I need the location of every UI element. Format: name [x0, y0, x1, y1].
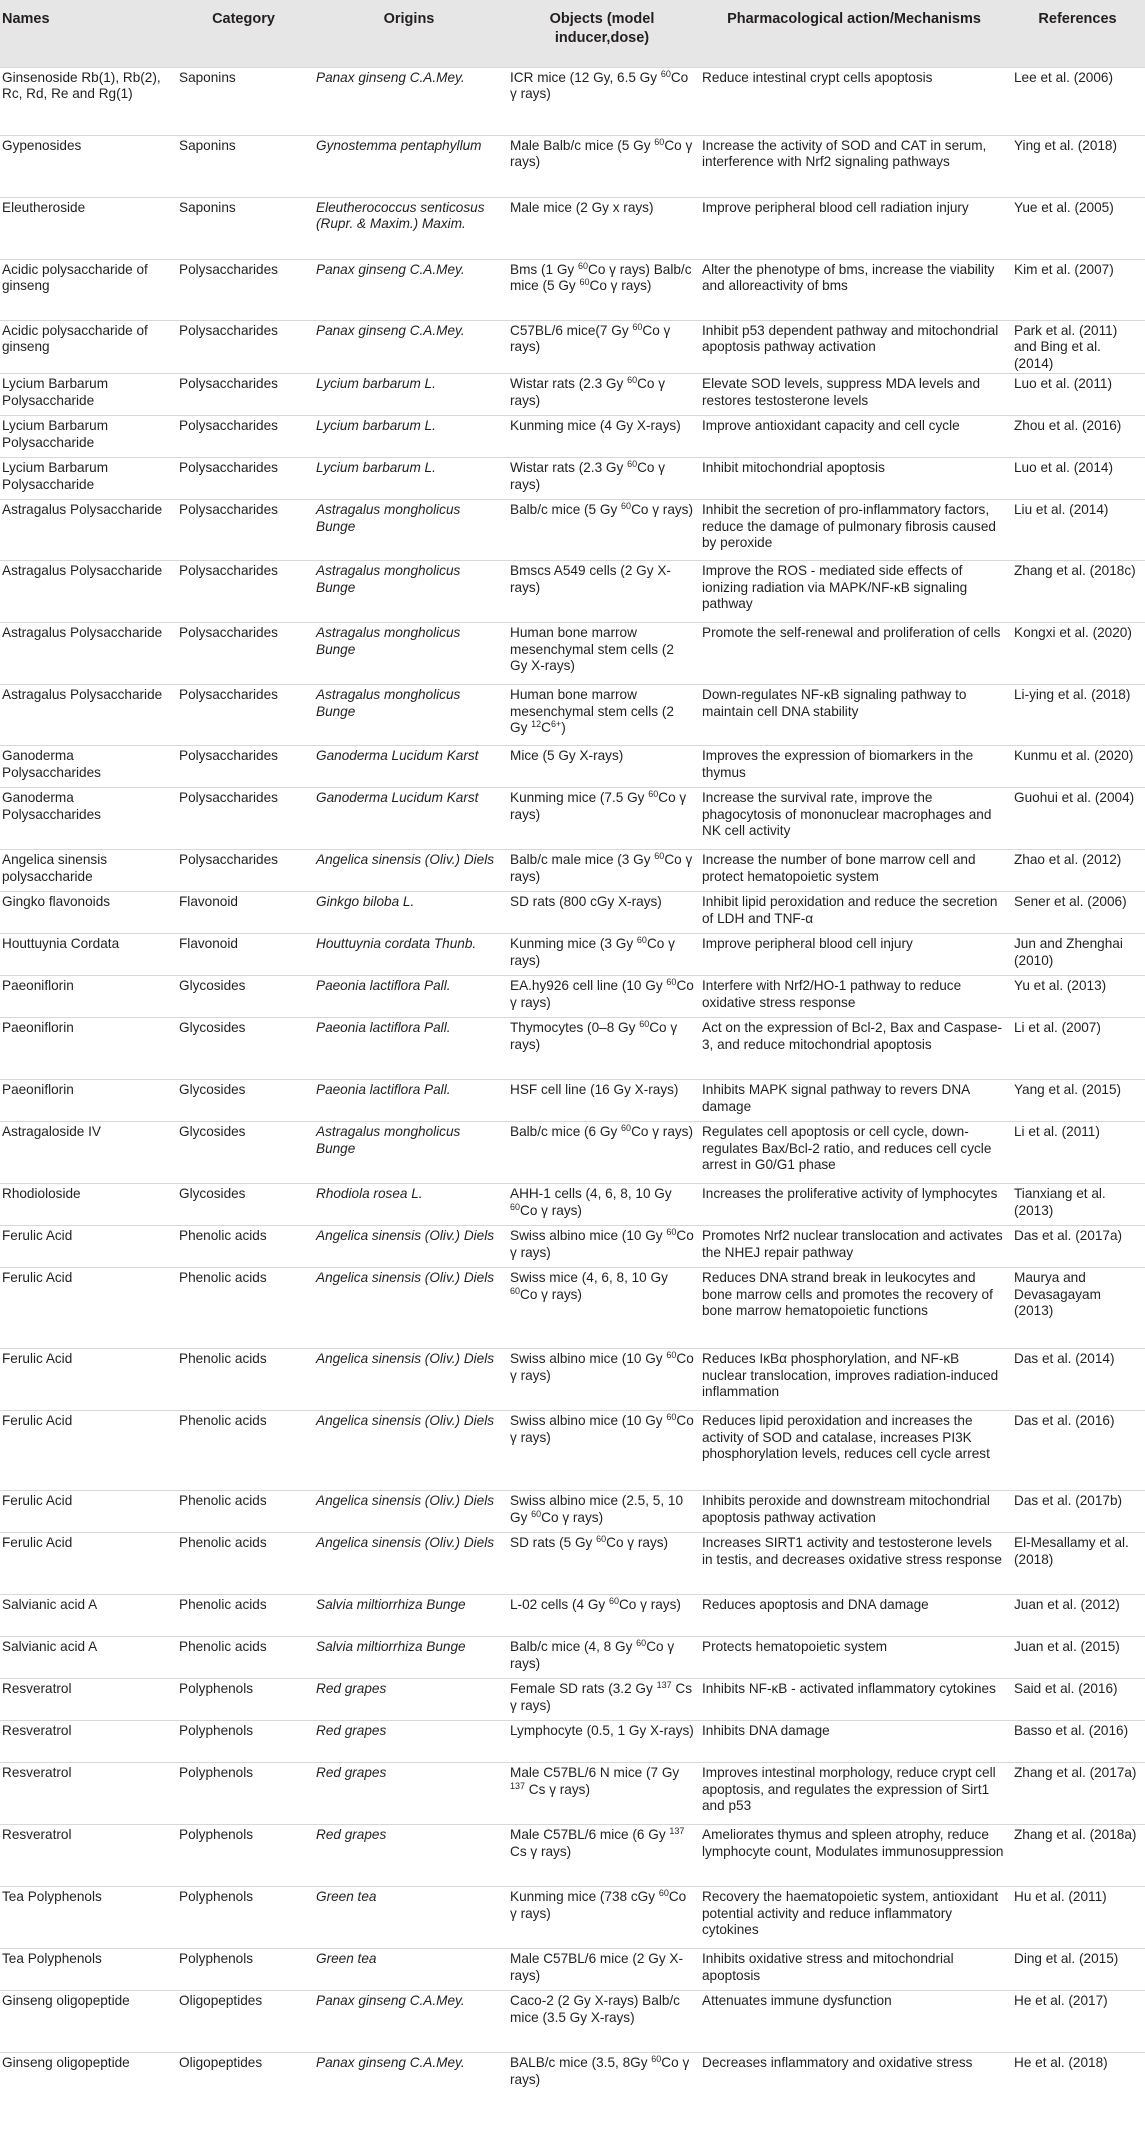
cell-name: Angelica sinensis polysaccharide — [2, 851, 108, 884]
cell-reference: Zhou et al. (2016) — [1014, 417, 1122, 433]
cell-object: Male Balb/c mice (5 Gy $^{60}$Co γ rays) — [510, 136, 693, 170]
cell-object: Caco-2 (2 Gy X-rays) Balb/c mice (3.5 Gy X-rays) — [510, 1992, 680, 2025]
cell-object: C57BL/6 mice(7 Gy $^{60}$Co γ rays) — [510, 321, 671, 355]
table-row — [0, 1183, 1145, 1225]
cell-reference: El-Mesallamy et al. (2018) — [1014, 1534, 1129, 1567]
cell-mechanism: Increase the survival rate, improve the phagocytosis of mononuclear macrophages and NK cell activity — [702, 789, 992, 839]
cell-category: Phenolic acids — [179, 1534, 267, 1550]
cell-reference: Said et al. (2016) — [1014, 1680, 1118, 1696]
cell-category: Phenolic acids — [179, 1269, 267, 1285]
cell-category: Oligopeptides — [179, 2054, 263, 2070]
cell-mechanism: Ameliorates thymus and spleen atrophy, reduce lymphocyte count, Modulates immunosuppression — [702, 1826, 1004, 1859]
table-row — [0, 320, 1145, 373]
cell-category: Glycosides — [179, 977, 246, 993]
cell-name: Ginseng oligopeptide — [2, 2054, 130, 2070]
cell-origin: Red grapes — [316, 1722, 387, 1738]
cell-reference: Zhang et al. (2018c) — [1014, 562, 1136, 578]
cell-reference: Li-ying et al. (2018) — [1014, 686, 1131, 702]
cell-object: Bmscs A549 cells (2 Gy X-rays) — [510, 562, 671, 595]
cell-name: Salvianic acid A — [2, 1638, 98, 1654]
cell-mechanism: Improve peripheral blood cell radiation injury — [702, 199, 969, 215]
cell-category: Polysaccharides — [179, 322, 278, 338]
cell-name: Ferulic Acid — [2, 1534, 73, 1550]
cell-category: Oligopeptides — [179, 1992, 263, 2008]
cell-name: Ferulic Acid — [2, 1492, 73, 1508]
table-row — [0, 1225, 1145, 1267]
cell-origin: Astragalus mongholicus Bunge — [316, 501, 461, 534]
cell-origin: Ginkgo biloba L. — [316, 893, 415, 909]
cell-mechanism: Inhibits peroxide and downstream mitochondrial apoptosis pathway activation — [702, 1492, 990, 1525]
cell-reference: Juan et al. (2015) — [1014, 1638, 1120, 1654]
cell-name: Gypenosides — [2, 137, 82, 153]
cell-category: Polysaccharides — [179, 261, 278, 277]
cell-mechanism: Inhibit mitochondrial apoptosis — [702, 459, 885, 475]
cell-name: Ferulic Acid — [2, 1350, 73, 1366]
cell-category: Flavonoid — [179, 893, 238, 909]
cell-name: Resveratrol — [2, 1722, 72, 1738]
table-row — [0, 1348, 1145, 1410]
header-mechanisms: Pharmacological action/Mechanisms — [727, 11, 981, 27]
cell-reference: Hu et al. (2011) — [1014, 1888, 1107, 1904]
cell-object: EA.hy926 cell line (10 Gy $^{60}$Co γ rays) — [510, 976, 694, 1010]
cell-name: Ferulic Acid — [2, 1227, 73, 1243]
cell-object: Human bone marrow mesenchymal stem cells (2 Gy X-rays) — [510, 624, 674, 674]
cell-mechanism: Reduces apoptosis and DNA damage — [702, 1596, 929, 1612]
cell-origin: Salvia miltiorrhiza Bunge — [316, 1596, 466, 1612]
cell-name: Salvianic acid A — [2, 1596, 98, 1612]
cell-name: Paeoniflorin — [2, 1081, 74, 1097]
table-row — [0, 1267, 1145, 1348]
cell-object: Swiss albino mice (10 Gy $^{60}$Co γ rays) — [510, 1226, 694, 1260]
cell-reference: Zhao et al. (2012) — [1014, 851, 1122, 867]
cell-mechanism: Increase the number of bone marrow cell and protect hematopoietic system — [702, 851, 976, 884]
cell-category: Polysaccharides — [179, 375, 278, 391]
cell-mechanism: Interfere with Nrf2/HO-1 pathway to reduce oxidative stress response — [702, 977, 962, 1010]
cell-mechanism: Promotes Nrf2 nuclear translocation and activates the NHEJ repair pathway — [702, 1227, 1003, 1260]
cell-name: Astragalus Polysaccharide — [2, 562, 163, 578]
table-row — [0, 975, 1145, 1017]
cell-mechanism: Elevate SOD levels, suppress MDA levels and restores testosterone levels — [702, 375, 981, 408]
cell-origin: Panax ginseng C.A.Mey. — [316, 1992, 465, 2008]
cell-object: Human bone marrow mesenchymal stem cells (2 Gy $^{12}C^{6+}$) — [510, 686, 674, 736]
cell-reference: Ding et al. (2015) — [1014, 1950, 1119, 1966]
cell-mechanism: Inhibits MAPK signal pathway to revers DNA damage — [702, 1081, 970, 1114]
cell-category: Polysaccharides — [179, 562, 278, 578]
table-header — [0, 0, 1145, 67]
table-row — [0, 1532, 1145, 1594]
cell-reference: Kongxi et al. (2020) — [1014, 624, 1132, 640]
cell-object: Male mice (2 Gy x rays) — [510, 199, 654, 215]
cell-object: ICR mice (12 Gy, 6.5 Gy $^{60}$Co γ rays) — [510, 68, 689, 102]
cell-origin: Red grapes — [316, 1680, 387, 1696]
cell-object: Mice (5 Gy X-rays) — [510, 747, 624, 763]
table-row — [0, 1720, 1145, 1762]
cell-name: Acidic polysaccharide of ginseng — [2, 322, 148, 355]
header-objects: Objects (model inducer,dose) — [549, 11, 655, 46]
cell-origin: Ganoderma Lucidum Karst — [316, 789, 479, 805]
cell-reference: Liu et al. (2014) — [1014, 501, 1109, 517]
cell-reference: Guohui et al. (2004) — [1014, 789, 1135, 805]
cell-category: Saponins — [179, 137, 236, 153]
table-row — [0, 1079, 1145, 1121]
cell-object: Thymocytes (0–8 Gy $^{60}$Co γ rays) — [510, 1018, 678, 1052]
cell-name: Astragalus Polysaccharide — [2, 624, 163, 640]
cell-name: Ferulic Acid — [2, 1269, 73, 1285]
cell-reference: Kim et al. (2007) — [1014, 261, 1114, 277]
cell-mechanism: Promote the self-renewal and proliferation of cells — [702, 624, 1001, 640]
header-references: References — [1038, 11, 1117, 27]
cell-reference: Das et al. (2016) — [1014, 1412, 1115, 1428]
cell-object: Kunming mice (3 Gy $^{60}$Co γ rays) — [510, 934, 675, 968]
cell-object: Kunming mice (738 cGy $^{60}$Co γ rays) — [510, 1887, 687, 1921]
header-row — [0, 0, 1145, 67]
cell-name: Ferulic Acid — [2, 1412, 73, 1428]
cell-origin: Angelica sinensis (Oliv.) Diels — [316, 1350, 495, 1366]
cell-mechanism: Inhibits DNA damage — [702, 1722, 830, 1738]
cell-origin: Paeonia lactiflora Pall. — [316, 1019, 451, 1035]
cell-name: Astragaloside IV — [2, 1123, 101, 1139]
cell-mechanism: Protects hematopoietic system — [702, 1638, 888, 1654]
cell-object: Wistar rats (2.3 Gy $^{60}$Co γ rays) — [510, 374, 666, 408]
cell-name: Houttuynia Cordata — [2, 935, 120, 951]
cell-mechanism: Reduces lipid peroxidation and increases the activity of SOD and catalase, increases PI3K phosphorylation levels, reduces cell cycle arrest — [702, 1412, 990, 1462]
cell-category: Phenolic acids — [179, 1492, 267, 1508]
cell-origin: Panax ginseng C.A.Mey. — [316, 322, 465, 338]
table-row — [0, 1594, 1145, 1636]
cell-category: Polysaccharides — [179, 459, 278, 475]
cell-reference: Lee et al. (2006) — [1014, 69, 1113, 85]
cell-object: AHH-1 cells (4, 6, 8, 10 Gy $^{60}$Co γ rays) — [510, 1185, 672, 1218]
cell-name: Lycium Barbarum Polysaccharide — [2, 459, 109, 492]
cell-category: Flavonoid — [179, 935, 238, 951]
cell-reference: Zhang et al. (2017a) — [1014, 1764, 1137, 1780]
table-row — [0, 1017, 1145, 1079]
cell-object: Balb/c mice (6 Gy $^{60}$Co γ rays) — [510, 1122, 693, 1139]
cell-origin: Rhodiola rosea L. — [316, 1185, 423, 1201]
cell-origin: Paeonia lactiflora Pall. — [316, 1081, 451, 1097]
cell-category: Polysaccharides — [179, 686, 278, 702]
cell-origin: Panax ginseng C.A.Mey. — [316, 69, 465, 85]
cell-reference: Yu et al. (2013) — [1014, 977, 1107, 993]
cell-mechanism: Reduce intestinal crypt cells apoptosis — [702, 69, 933, 85]
table-row — [0, 684, 1145, 745]
cell-category: Phenolic acids — [179, 1638, 267, 1654]
cell-category: Polyphenols — [179, 1888, 254, 1904]
cell-object: Kunming mice (4 Gy X-rays) — [510, 417, 681, 433]
cell-origin: Gynostemma pentaphyllum — [316, 137, 482, 153]
table-row — [0, 891, 1145, 933]
table-row — [0, 457, 1145, 499]
cell-mechanism: Increase the activity of SOD and CAT in serum, interference with Nrf2 signaling pathways — [702, 137, 987, 170]
cell-mechanism: Improve the ROS - mediated side effects of ionizing radiation via MAPK/NF-κB signaling pathway — [702, 562, 968, 612]
cell-category: Polysaccharides — [179, 501, 278, 517]
cell-origin: Angelica sinensis (Oliv.) Diels — [316, 1492, 495, 1508]
table-row — [0, 1990, 1145, 2052]
cell-reference: Li et al. (2007) — [1014, 1019, 1101, 1035]
cell-category: Glycosides — [179, 1081, 246, 1097]
cell-mechanism: Improves intestinal morphology, reduce crypt cell apoptosis, and regulates the expression of Sirt1 and p53 — [702, 1764, 996, 1814]
cell-category: Polyphenols — [179, 1764, 254, 1780]
cell-category: Polysaccharides — [179, 851, 278, 867]
cell-name: Ginsenoside Rb(1), Rb(2), Rc, Rd, Re and Rg(1) — [2, 69, 161, 102]
cell-origin: Astragalus mongholicus Bunge — [316, 624, 461, 657]
cell-object: Swiss mice (4, 6, 8, 10 Gy $^{60}$Co γ rays) — [510, 1269, 668, 1302]
cell-origin: Lycium barbarum L. — [316, 459, 436, 475]
cell-category: Saponins — [179, 69, 236, 85]
cell-name: Lycium Barbarum Polysaccharide — [2, 375, 109, 408]
header-origins: Origins — [383, 11, 435, 27]
cell-mechanism: Decreases inflammatory and oxidative stress — [702, 2054, 973, 2070]
cell-reference: Basso et al. (2016) — [1014, 1722, 1129, 1738]
cell-reference: Park et al. (2011) and Bing et al. (2014) — [1014, 322, 1118, 372]
cell-reference: Luo et al. (2011) — [1014, 375, 1112, 391]
cell-category: Polysaccharides — [179, 417, 278, 433]
cell-mechanism: Recovery the haematopoietic system, antioxidant potential activity and reduce inflammatory cytokines — [702, 1888, 999, 1938]
cell-name: Ginseng oligopeptide — [2, 1992, 130, 2008]
cell-object: SD rats (5 Gy $^{60}$Co γ rays) — [510, 1533, 669, 1550]
cell-reference: He et al. (2017) — [1014, 1992, 1108, 2008]
cell-origin: Houttuynia cordata Thunb. — [316, 935, 477, 951]
cell-category: Phenolic acids — [179, 1227, 267, 1243]
cell-reference: Zhang et al. (2018a) — [1014, 1826, 1137, 1842]
cell-object: Male C57BL/6 mice (6 Gy $^{137}$ Cs γ rays) — [510, 1825, 685, 1859]
cell-reference: Li et al. (2011) — [1014, 1123, 1100, 1139]
cell-origin: Red grapes — [316, 1826, 387, 1842]
table-row — [0, 1824, 1145, 1886]
cell-origin: Lycium barbarum L. — [316, 417, 436, 433]
cell-mechanism: Improves the expression of biomarkers in the thymus — [702, 747, 974, 780]
cell-object: Wistar rats (2.3 Gy $^{60}$Co γ rays) — [510, 458, 666, 492]
cell-mechanism: Increases SIRT1 activity and testosterone levels in testis, and decreases oxidative stress response — [702, 1534, 1002, 1567]
cell-origin: Panax ginseng C.A.Mey. — [316, 2054, 465, 2070]
table-row — [0, 933, 1145, 975]
cell-name: Resveratrol — [2, 1826, 72, 1842]
cell-name: Eleutheroside — [2, 199, 86, 215]
table-row — [0, 135, 1145, 197]
cell-origin: Red grapes — [316, 1764, 387, 1780]
cell-name: Gingko flavonoids — [2, 893, 111, 909]
cell-mechanism: Improve peripheral blood cell injury — [702, 935, 913, 951]
table-row — [0, 1886, 1145, 1948]
table-row — [0, 1121, 1145, 1183]
cell-origin: Green tea — [316, 1950, 377, 1966]
cell-mechanism: Regulates cell apoptosis or cell cycle, down-regulates Bax/Bcl-2 ratio, and reduces cell cycle arrest in G0/G1 phase — [702, 1123, 992, 1173]
cell-object: Balb/c mice (5 Gy $^{60}$Co γ rays) — [510, 500, 693, 517]
cell-mechanism: Alter the phenotype of bms, increase the viability and alloreactivity of bms — [702, 261, 995, 294]
cell-reference: He et al. (2018) — [1014, 2054, 1108, 2070]
table-row — [0, 1948, 1145, 1990]
cell-reference: Luo et al. (2014) — [1014, 459, 1113, 475]
table-row — [0, 1636, 1145, 1678]
cell-name: Astragalus Polysaccharide — [2, 501, 163, 517]
cell-category: Phenolic acids — [179, 1596, 267, 1612]
table-row — [0, 1410, 1145, 1490]
cell-name: Ganoderma Polysaccharides — [2, 747, 101, 780]
cell-category: Glycosides — [179, 1185, 246, 1201]
cell-origin: Eleutherococcus senticosus (Rupr. & Maxim.) Maxim. — [316, 199, 485, 232]
cell-object: Swiss albino mice (2.5, 5, 10 Gy $^{60}$Co γ rays) — [510, 1492, 684, 1525]
cell-category: Glycosides — [179, 1019, 246, 1035]
table-row — [0, 745, 1145, 787]
cell-mechanism: Improve antioxidant capacity and cell cycle — [702, 417, 960, 433]
cell-object: Swiss albino mice (10 Gy $^{60}$Co γ rays) — [510, 1349, 694, 1383]
cell-reference: Jun and Zhenghai (2010) — [1014, 935, 1123, 968]
table-row — [0, 622, 1145, 684]
table-row — [0, 197, 1145, 259]
cell-origin: Ganoderma Lucidum Karst — [316, 747, 479, 763]
cell-category: Polyphenols — [179, 1950, 254, 1966]
cell-name: Rhodioloside — [2, 1185, 81, 1201]
cell-object: Bms (1 Gy $^{60}$Co γ rays) Balb/c mice (5 Gy $^{60}$Co γ rays) — [510, 260, 692, 294]
cell-object: Male C57BL/6 mice (2 Gy X-rays) — [510, 1950, 684, 1983]
table-row — [0, 849, 1145, 891]
cell-category: Phenolic acids — [179, 1350, 267, 1366]
cell-mechanism: Inhibit the secretion of pro-inflammatory factors, reduce the damage of pulmonary fibrosis caused by peroxide — [702, 501, 996, 551]
cell-object: Swiss albino mice (10 Gy $^{60}$Co γ rays) — [510, 1411, 694, 1445]
cell-reference: Yang et al. (2015) — [1014, 1081, 1122, 1097]
cell-reference: Das et al. (2017a) — [1014, 1227, 1123, 1243]
cell-reference: Tianxiang et al. (2013) — [1014, 1185, 1106, 1218]
table-row — [0, 1490, 1145, 1532]
cell-name: Ganoderma Polysaccharides — [2, 789, 101, 822]
cell-object: SD rats (800 cGy X-rays) — [510, 893, 662, 909]
table-row — [0, 373, 1145, 415]
cell-object: BALB/c mice (3.5, 8Gy $^{60}$Co γ rays) — [510, 2053, 690, 2087]
cell-origin: Astragalus mongholicus Bunge — [316, 1123, 461, 1156]
cell-object: Female SD rats (3.2 Gy $^{137}$ Cs γ rays) — [510, 1679, 692, 1713]
cell-name: Tea Polyphenols — [2, 1950, 102, 1966]
cell-mechanism: Act on the expression of Bcl-2, Bax and Caspase-3, and reduce mitochondrial apoptosis — [702, 1019, 1002, 1052]
cell-origin: Green tea — [316, 1888, 377, 1904]
header-names: Names — [2, 11, 50, 27]
cell-name: Acidic polysaccharide of ginseng — [2, 261, 148, 294]
cell-reference: Yue et al. (2005) — [1014, 199, 1114, 215]
cell-category: Polysaccharides — [179, 624, 278, 640]
cell-category: Saponins — [179, 199, 236, 215]
cell-origin: Paeonia lactiflora Pall. — [316, 977, 451, 993]
cell-category: Phenolic acids — [179, 1412, 267, 1428]
cell-mechanism: Inhibit lipid peroxidation and reduce the secretion of LDH and TNF-α — [702, 893, 998, 926]
cell-category: Polyphenols — [179, 1680, 254, 1696]
cell-object: Lymphocyte (0.5, 1 Gy X-rays) — [510, 1722, 694, 1738]
cell-object: HSF cell line (16 Gy X-rays) — [510, 1081, 679, 1097]
cell-reference: Juan et al. (2012) — [1014, 1596, 1120, 1612]
cell-name: Resveratrol — [2, 1680, 72, 1696]
cell-origin: Angelica sinensis (Oliv.) Diels — [316, 1412, 495, 1428]
cell-name: Paeoniflorin — [2, 977, 74, 993]
cell-name: Astragalus Polysaccharide — [2, 686, 163, 702]
cell-mechanism: Inhibit p53 dependent pathway and mitochondrial apoptosis pathway activation — [702, 322, 999, 355]
cell-origin: Angelica sinensis (Oliv.) Diels — [316, 1534, 495, 1550]
cell-object: Male C57BL/6 N mice (7 Gy $^{137}$ Cs γ rays) — [510, 1764, 680, 1797]
table-row — [0, 2052, 1145, 2092]
cell-origin: Astragalus mongholicus Bunge — [316, 562, 461, 595]
cell-category: Polysaccharides — [179, 747, 278, 763]
table-row — [0, 1762, 1145, 1824]
cell-reference: Das et al. (2014) — [1014, 1350, 1115, 1366]
cell-object: Balb/c male mice (3 Gy $^{60}$Co γ rays) — [510, 850, 693, 884]
cell-mechanism: Reduces IκBα phosphorylation, and NF-κB nuclear translocation, improves radiation-induced inflammation — [702, 1350, 999, 1400]
cell-mechanism: Inhibits NF-κB - activated inflammatory cytokines — [702, 1680, 996, 1696]
cell-reference: Ying et al. (2018) — [1014, 137, 1118, 153]
cell-origin: Lycium barbarum L. — [316, 375, 436, 391]
cell-origin: Angelica sinensis (Oliv.) Diels — [316, 1269, 495, 1285]
cell-origin: Angelica sinensis (Oliv.) Diels — [316, 851, 495, 867]
cell-reference: Maurya and Devasagayam (2013) — [1014, 1269, 1101, 1319]
cell-object: L-02 cells (4 Gy $^{60}$Co γ rays) — [510, 1595, 681, 1612]
cell-category: Glycosides — [179, 1123, 246, 1139]
table-row — [0, 560, 1145, 622]
cell-mechanism: Increases the proliferative activity of lymphocytes — [702, 1185, 998, 1201]
table-row — [0, 787, 1145, 849]
cell-mechanism: Inhibits oxidative stress and mitochondrial apoptosis — [702, 1950, 954, 1983]
cell-object: Balb/c mice (4, 8 Gy $^{60}$Co γ rays) — [510, 1637, 675, 1671]
cell-reference: Sener et al. (2006) — [1014, 893, 1127, 909]
cell-category: Polyphenols — [179, 1826, 254, 1842]
cell-origin: Salvia miltiorrhiza Bunge — [316, 1638, 466, 1654]
table-row — [0, 67, 1145, 135]
table-row — [0, 259, 1145, 320]
cell-category: Polyphenols — [179, 1722, 254, 1738]
cell-mechanism: Down-regulates NF-κB signaling pathway to maintain cell DNA stability — [702, 686, 967, 719]
cell-reference: Kunmu et al. (2020) — [1014, 747, 1134, 763]
cell-name: Tea Polyphenols — [2, 1888, 102, 1904]
cell-object: Kunming mice (7.5 Gy $^{60}$Co γ rays) — [510, 788, 687, 822]
table-row — [0, 415, 1145, 457]
table-row — [0, 499, 1145, 560]
header-category: Category — [212, 11, 275, 27]
cell-mechanism: Reduces DNA strand break in leukocytes and bone marrow cells and promotes the recovery of bone marrow hematopoietic functions — [702, 1269, 993, 1319]
cell-origin: Angelica sinensis (Oliv.) Diels — [316, 1227, 495, 1243]
cell-category: Polysaccharides — [179, 789, 278, 805]
cell-name: Paeoniflorin — [2, 1019, 74, 1035]
table-row — [0, 1678, 1145, 1720]
cell-mechanism: Attenuates immune dysfunction — [702, 1992, 892, 2008]
cell-name: Resveratrol — [2, 1764, 72, 1780]
cell-name: Lycium Barbarum Polysaccharide — [2, 417, 109, 450]
table-body — [0, 67, 1145, 2092]
cell-origin: Panax ginseng C.A.Mey. — [316, 261, 465, 277]
cell-origin: Astragalus mongholicus Bunge — [316, 686, 461, 719]
cell-reference: Das et al. (2017b) — [1014, 1492, 1123, 1508]
